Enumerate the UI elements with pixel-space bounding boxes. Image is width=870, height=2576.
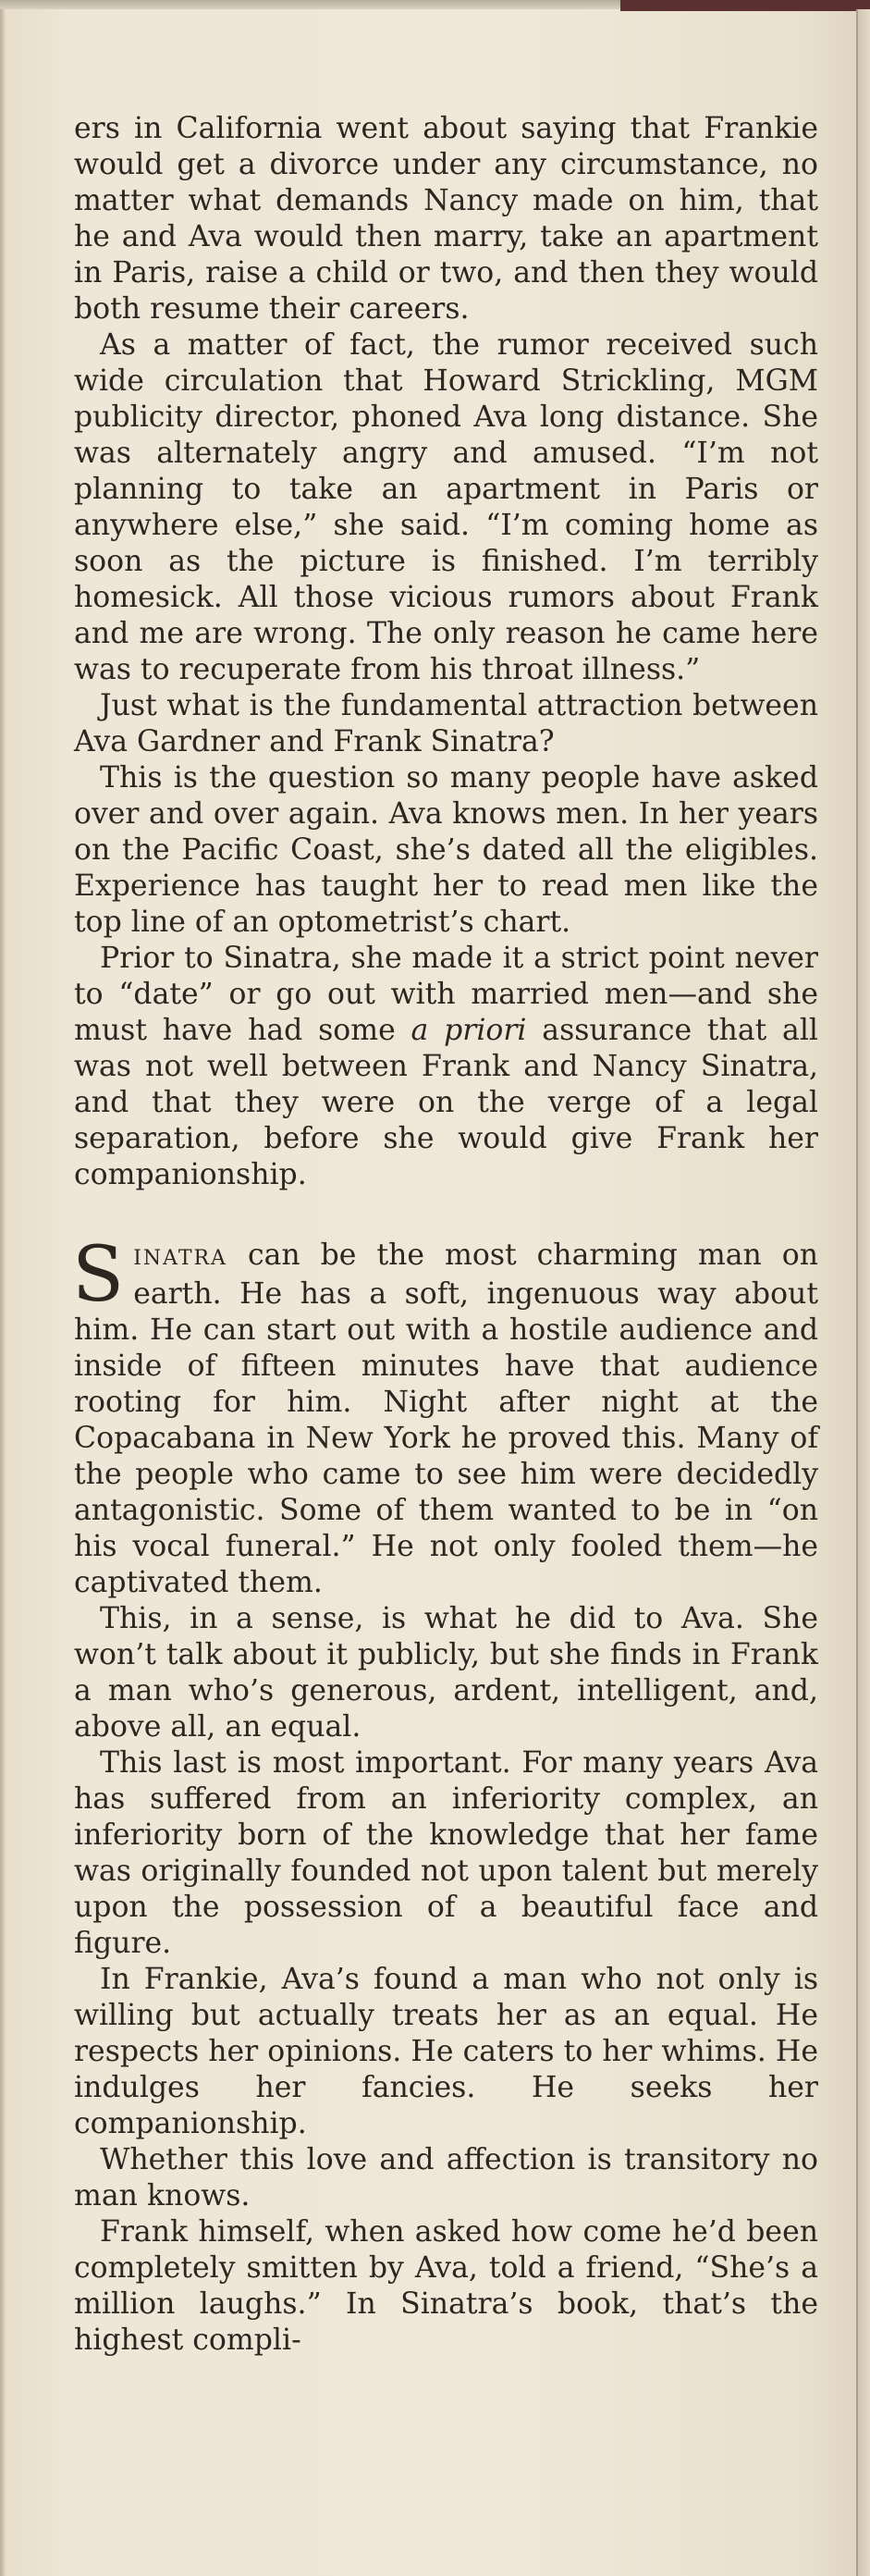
article-column bbox=[74, 111, 818, 2359]
drop-cap: S bbox=[72, 1231, 125, 1319]
paragraph-7: This, in a sense, is what he did to Ava. She won’t talk about it publicly, but she finds in Frank a man who’s generous, ardent, intelligent, and, above all, an equal. bbox=[74, 1602, 818, 1744]
paragraph-11: Frank himself, when asked how come he’d been completely smitten by Ava, told a friend, “She’s a million laughs.” In Sinatra’s book, that’s the highest compli- bbox=[74, 2215, 818, 2357]
paragraph-1: ers in California went about saying that Frankie would get a divorce under any circumstance, no matter what demands Nancy made on him, that he and Ava would then marry, take an apartment in Paris, raise a child or two, and then they would both resume their careers. bbox=[74, 112, 818, 326]
paragraph-6-text: can be the most charming man on earth. He has a soft, ingenuous way about him. He can start out with a hostile audience and inside of fifteen minutes have that audience rooting for him. Night after night at the Copacabana in New York he proved this. Many of the people who came to see him were decidedly antagonistic. Some of them wanted to be in “on his vocal funeral.” He not only fooled them—he captivated them. bbox=[74, 1239, 818, 1599]
paragraph-5-text-a: Prior to Sinatra, she made it a strict point never to “date” or go out with married men—and she must have had some bbox=[74, 942, 818, 1047]
top-border-dark-band bbox=[620, 0, 870, 11]
paragraph-5-text-b: assurance that all was not well between Frank and Nancy Sinatra, and that they were on the verge of a legal separation, before she would give Frank her companionship. bbox=[74, 1014, 818, 1191]
adjacent-column-edge bbox=[858, 9, 870, 2576]
paragraph-5 bbox=[74, 941, 818, 1193]
paragraph-6 bbox=[72, 1231, 818, 1601]
paragraph-5-italic: a priori bbox=[410, 1014, 527, 1047]
paragraph-8: This last is most important. For many years Ava has suffered from an inferiority complex, an inferiority born of the knowledge that her fame was originally founded not upon talent but merely upon the possession of a beautiful face and figure. bbox=[74, 1746, 818, 1960]
top-border bbox=[0, 0, 870, 9]
paragraph-9: In Frankie, Ava’s found a man who not only is willing but actually treats her as an equal. He respects her opinions. He caters to her whims. He indulges her fancies. He seeks her companionship. bbox=[74, 1963, 818, 2140]
small-caps-lead: INATRA bbox=[133, 1247, 227, 1270]
paragraph-3: Just what is the fundamental attraction between Ava Gardner and Frank Sinatra? bbox=[74, 689, 818, 758]
paragraph-10: Whether this love and affection is transitory no man knows. bbox=[74, 2143, 818, 2212]
paragraph-2: As a matter of fact, the rumor received such wide circulation that Howard Strickling, MGM publicity director, phoned Ava long distance. She was alternately angry and amused. “I’m not planning to take an apartment in Paris or anywhere else,” she said. “I’m coming home as soon as the picture is finished. I’m terribly homesick. All those vicious rumors about Frank and me are wrong. The only reason he came here was to recuperate from his throat illness.” bbox=[74, 328, 818, 686]
page-left-edge bbox=[0, 9, 6, 2576]
paragraph-4: This is the question so many people have asked over and over again. Ava knows men. In her years on the Pacific Coast, she’s dated all the eligibles. Experience has taught her to read men like the top line of an optometrist’s chart. bbox=[74, 761, 818, 939]
